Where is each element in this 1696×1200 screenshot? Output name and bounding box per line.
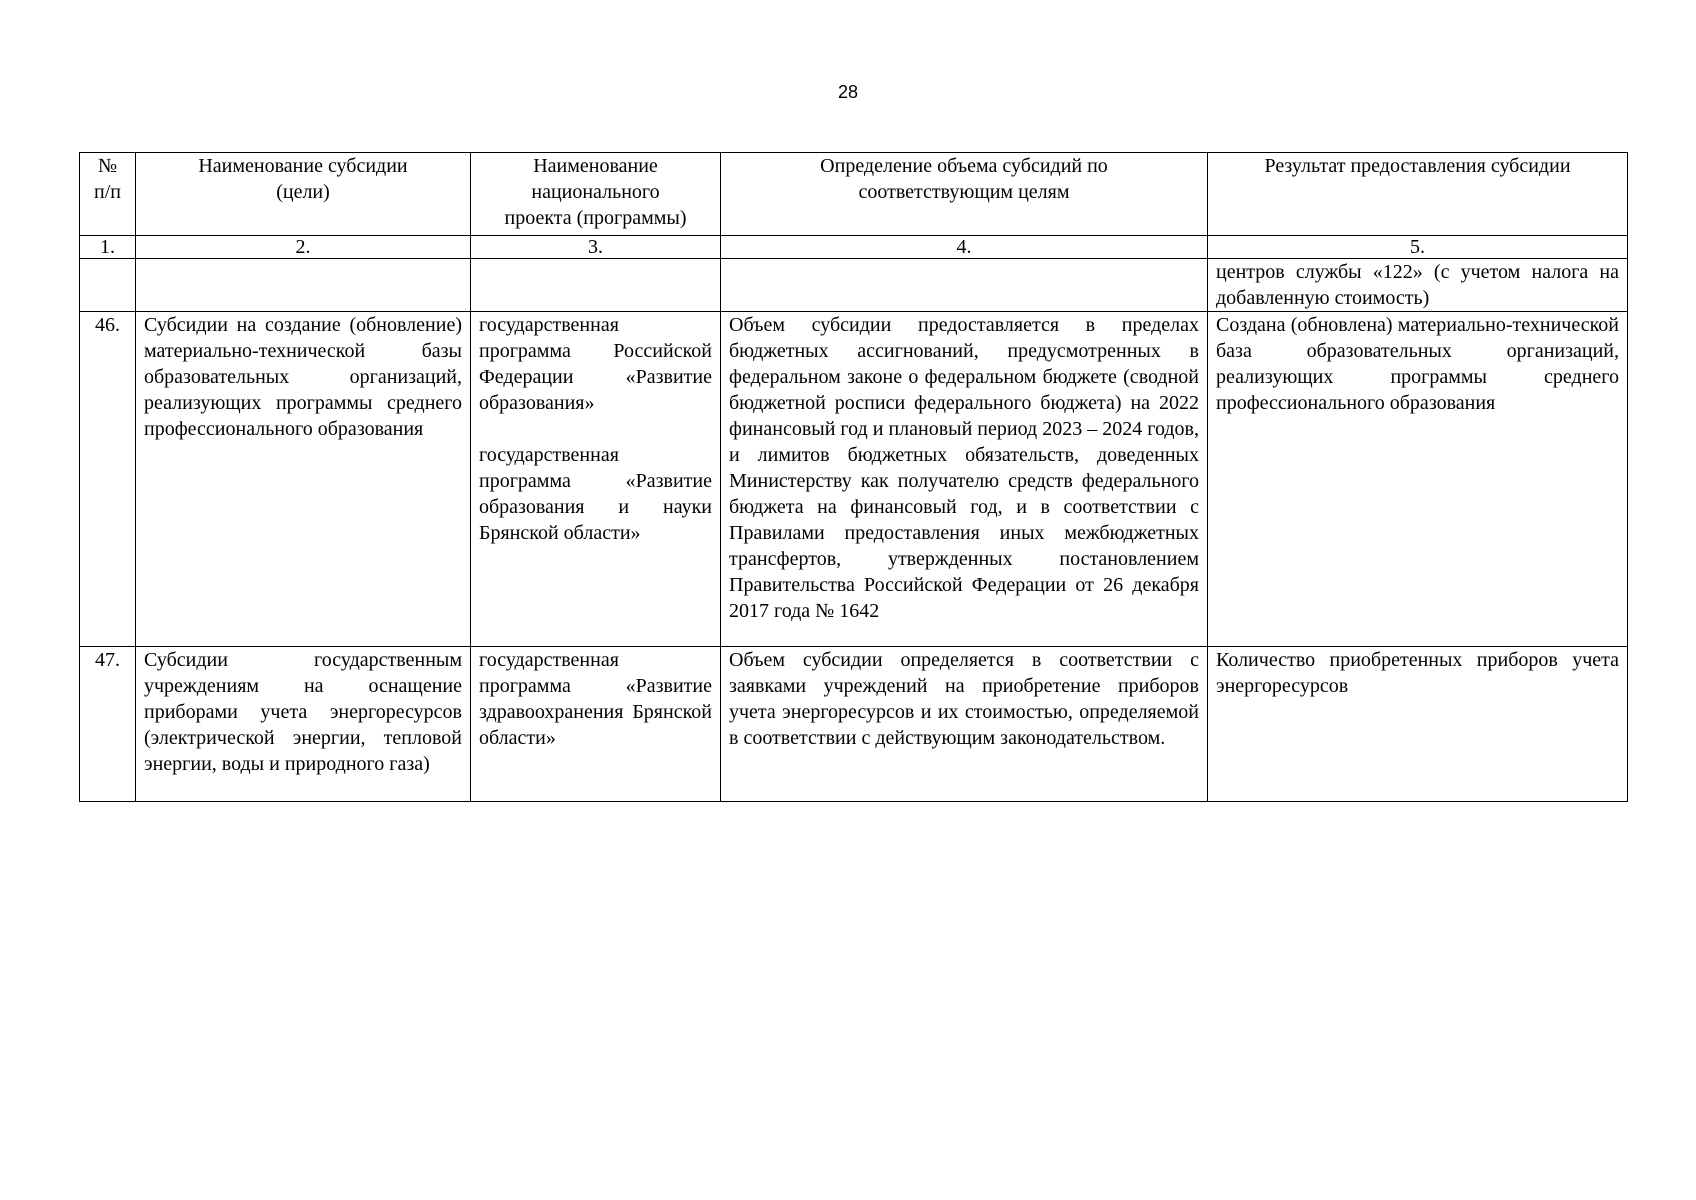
continuation-cell-empty xyxy=(471,259,721,312)
column-number-2: 2. xyxy=(136,236,471,259)
row-number: 47. xyxy=(80,647,136,802)
column-number-3: 3. xyxy=(471,236,721,259)
subsidy-name: Субсидии государственным учреждениям на оснащение приборами учета энергоресурсов (электрической энергии, тепловой энергии, воды и природного газа) xyxy=(136,647,471,802)
page-number: 28 xyxy=(837,82,859,102)
header-result: Результат предоставления субсидии xyxy=(1208,153,1628,236)
column-number-4: 4. xyxy=(721,236,1208,259)
header-row xyxy=(80,153,1628,236)
continuation-cell-empty xyxy=(136,259,471,312)
column-number-row xyxy=(80,236,1628,259)
program-federal: государственная программа Российской Федерации «Развитие образования» xyxy=(479,314,712,414)
header-national-project: Наименование национального проекта (программы) xyxy=(471,153,721,236)
result-text: Количество приобретенных приборов учета энергоресурсов xyxy=(1208,647,1628,802)
header-number: № п/п xyxy=(80,153,136,236)
table-row xyxy=(80,647,1628,802)
continuation-row xyxy=(80,259,1628,312)
table-row xyxy=(80,312,1628,647)
national-program xyxy=(471,312,721,647)
header-subsidy-name: Наименование субсидии (цели) xyxy=(136,153,471,236)
result-text: Создана (обновлена) материально-технической база образовательных организаций, реализующих программы среднего профессионального образования xyxy=(1208,312,1628,647)
row-number: 46. xyxy=(80,312,136,647)
subsidy-name: Субсидии на создание (обновление) материально-технической базы образовательных организаций, реализующих программы среднего профессионального образования xyxy=(136,312,471,647)
continuation-result: центров службы «122» (с учетом налога на добавленную стоимость) xyxy=(1208,259,1628,312)
column-number-1: 1. xyxy=(80,236,136,259)
program-regional: государственная программа «Развитие образования и науки Брянской области» xyxy=(479,444,712,544)
continuation-cell-empty xyxy=(80,259,136,312)
column-number-5: 5. xyxy=(1208,236,1628,259)
determination-text: Объем субсидии предоставляется в пределах бюджетных ассигнований, предусмотренных в федеральном законе о федеральном бюджете (сводной бюджетной росписи федерального бюджета) на 2022 финансовый год и плановый период 2023 – 2024 годов, и лимитов бюджетных обязательств, доведенных Министерству как получателю средств федерального бюджета на финансовый год, и в соответствии с Правилами предоставления иных межбюджетных трансфертов, утвержденных постановлением Правительства Российской Федерации от 26 декабря 2017 года № 1642 xyxy=(721,312,1208,647)
header-determination: Определение объема субсидий по соответствующим целям xyxy=(721,153,1208,236)
determination-text: Объем субсидии определяется в соответствии с заявками учреждений на приобретение приборов учета энергоресурсов и их стоимостью, определяемой в соответствии с действующим законодательством. xyxy=(721,647,1208,802)
continuation-cell-empty xyxy=(721,259,1208,312)
national-program: государственная программа «Развитие здравоохранения Брянской области» xyxy=(471,647,721,802)
subsidy-table xyxy=(79,152,1628,802)
